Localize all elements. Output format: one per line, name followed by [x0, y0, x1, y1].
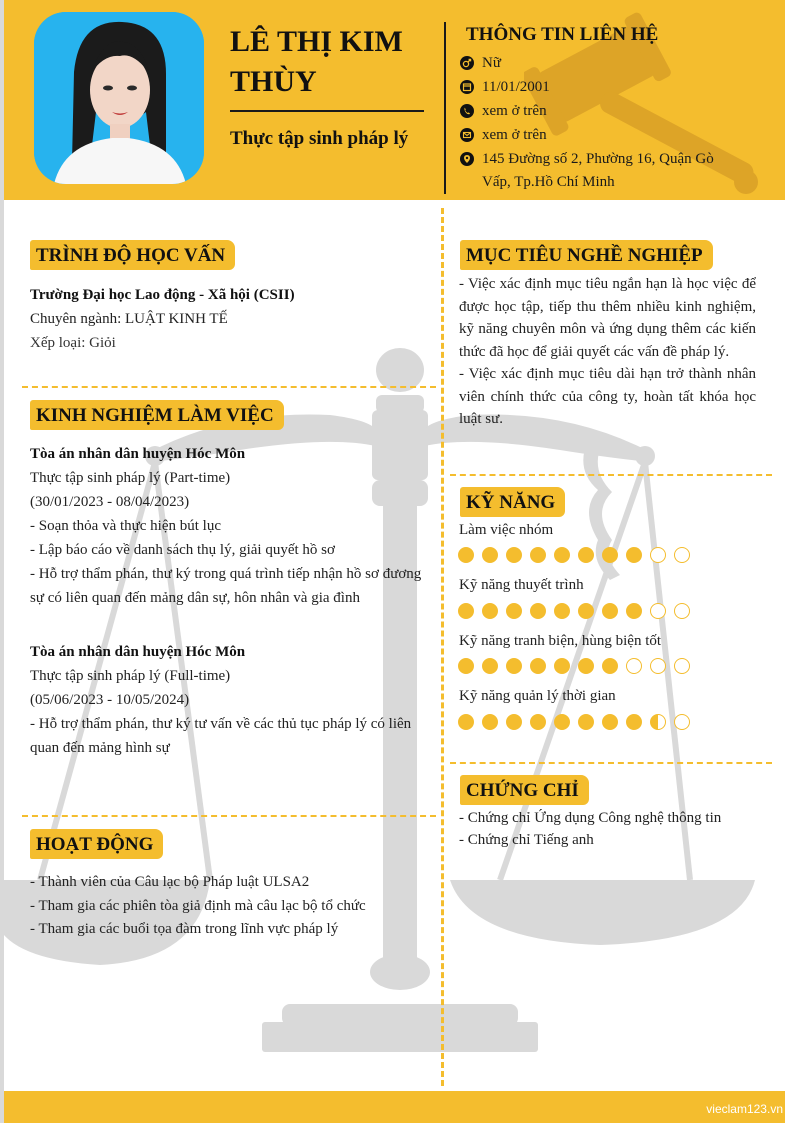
skill-rating-dot: [578, 714, 594, 730]
skill-rating-dot: [506, 603, 522, 619]
skill-rating-dot: [458, 714, 474, 730]
skill-rating-dot: [674, 547, 690, 563]
avatar: [34, 12, 204, 184]
skill-rating-dot: [458, 658, 474, 674]
skill-rating-dot: [626, 658, 642, 674]
job-2-period: (05/06/2023 - 10/05/2024): [30, 692, 190, 708]
skill-rating-dot: [482, 603, 498, 619]
skill-rating-dot: [650, 547, 666, 563]
skill-rating-dot: [458, 603, 474, 619]
job-1-role: Thực tập sinh pháp lý (Part-time): [30, 470, 231, 486]
skill-rating-dot: [674, 603, 690, 619]
contact-gender: [460, 52, 730, 75]
skill-rating-dot: [482, 547, 498, 563]
education-major: Chuyên ngành: LUẬT KINH TẾ: [30, 311, 228, 327]
job-1-period: (30/01/2023 - 08/04/2023): [30, 494, 190, 510]
phone-icon: [460, 104, 474, 118]
column-divider: [441, 208, 444, 1086]
skill-rating-dot: [602, 547, 618, 563]
contact-email: [460, 124, 730, 147]
skill-rating-dot: [650, 603, 666, 619]
contact-gender-value: Nữ: [482, 55, 501, 71]
divider-skills-certificates: [450, 762, 772, 764]
skill-rating-dot: [530, 658, 546, 674]
contact-birthday-value: 11/01/2001: [482, 79, 550, 95]
skill-2-rating: [458, 603, 698, 619]
skill-rating-dot: [482, 714, 498, 730]
skill-rating-dot: [626, 714, 642, 730]
contact-address: [460, 148, 730, 194]
education-school: Trường Đại học Lao động - Xã hội (CSII): [30, 287, 295, 303]
job-1-duty-3: - Hỗ trợ thẩm phán, thư ký trong quá trình tiếp nhận hồ sơ đương sự có liên quan đến mảng dân sự, hôn nhân và gia đình: [30, 566, 422, 606]
objective-short-term: - Việc xác định mục tiêu ngắn hạn là học việc để được học tập, tiếp thu thêm nhiều kinh nghiệm, kỹ năng chuyên môn và ứng dụng thêm các kiến thức đã học để giải quyết các vấn đề pháp lý.: [459, 276, 756, 360]
skill-rating-dot: [602, 658, 618, 674]
skill-rating-dot: [554, 658, 570, 674]
certificate-item-2: - Chứng chỉ Tiếng anh: [459, 832, 594, 848]
name-line-1: LÊ THỊ KIM: [230, 25, 403, 58]
activities-list: [30, 871, 430, 942]
job-1-duty-2: - Lập báo cáo về danh sách thụ lý, giải quyết hồ sơ: [30, 542, 335, 558]
skill-rating-dot: [482, 658, 498, 674]
name-line-2: THÙY: [230, 65, 317, 98]
contact-phone-value: xem ở trên: [482, 103, 547, 119]
job-2-organization: Tòa án nhân dân huyện Hóc Môn: [30, 644, 246, 660]
activity-item-3: - Tham gia các buổi tọa đàm trong lĩnh vực pháp lý: [30, 921, 339, 937]
header-banner: [4, 0, 785, 200]
education-block: [30, 283, 430, 355]
skill-rating-dot: [506, 658, 522, 674]
education-grade: Xếp loại: Giỏi: [30, 335, 116, 351]
skills-heading: KỸ NĂNG: [460, 487, 565, 517]
skill-rating-dot: [578, 658, 594, 674]
divider-education-experience: [22, 386, 436, 388]
experience-job-1: [30, 442, 426, 610]
skill-rating-dot: [530, 547, 546, 563]
gender-icon: [460, 56, 474, 70]
job-2-role: Thực tập sinh pháp lý (Full-time): [30, 668, 231, 684]
divider-experience-activities: [22, 815, 436, 817]
skill-2-name: Kỹ năng thuyết trình: [459, 577, 584, 593]
divider-objective-skills: [450, 474, 772, 476]
experience-job-2: [30, 640, 426, 760]
skill-1-rating: [458, 547, 698, 563]
skill-4-name: Kỹ năng quản lý thời gian: [459, 688, 616, 704]
activity-item-1: - Thành viên của Câu lạc bộ Pháp luật ULSA2: [30, 874, 310, 890]
skill-rating-dot: [674, 658, 690, 674]
activity-item-2: - Tham gia các phiên tòa giả định mà câu lạc bộ tổ chức: [30, 897, 366, 914]
certificate-item-1: - Chứng chỉ Ứng dụng Công nghệ thông tin: [459, 810, 722, 826]
skill-rating-dot: [602, 603, 618, 619]
skill-rating-dot: [530, 714, 546, 730]
contact-list: [460, 52, 730, 195]
skill-rating-dot: [506, 547, 522, 563]
name-divider: [230, 110, 424, 112]
skill-rating-dot: [554, 603, 570, 619]
objective-long-term: - Việc xác định mục tiêu dài hạn trở thành nhân viên chính thức của công ty, hoàn tất khóa học luật sư.: [459, 366, 756, 427]
skill-rating-dot: [602, 714, 618, 730]
job-1-organization: Tòa án nhân dân huyện Hóc Môn: [30, 446, 246, 462]
activities-heading: HOẠT ĐỘNG: [30, 829, 163, 859]
contact-address-value: 145 Đường số 2, Phường 16, Quận Gò Vấp, Tp.Hồ Chí Minh: [482, 151, 714, 190]
skill-rating-dot: [626, 603, 642, 619]
skill-4-rating: [458, 714, 698, 730]
contact-birthday: [460, 76, 730, 99]
skill-3-rating: [458, 658, 698, 674]
skill-rating-dot: [650, 714, 666, 730]
skill-rating-dot: [506, 714, 522, 730]
calendar-icon: [460, 80, 474, 94]
contact-email-value: xem ở trên: [482, 127, 547, 143]
skill-rating-dot: [554, 714, 570, 730]
job-1-duty-1: - Soạn thỏa và thực hiện bút lục: [30, 518, 222, 534]
skill-rating-dot: [458, 547, 474, 563]
objective-heading: MỤC TIÊU NGHỀ NGHIỆP: [460, 240, 713, 270]
certificates-heading: CHỨNG CHỈ: [460, 775, 589, 805]
skill-rating-dot: [578, 603, 594, 619]
skill-1-name: Làm việc nhóm: [459, 522, 554, 538]
footer-brand: vieclam123.vn: [706, 1102, 783, 1116]
profile-photo: [34, 12, 204, 184]
full-name: [230, 22, 430, 102]
skill-rating-dot: [578, 547, 594, 563]
education-heading: TRÌNH ĐỘ HỌC VẤN: [30, 240, 235, 270]
job-title: Thực tập sinh pháp lý: [230, 128, 409, 149]
header-divider: [444, 22, 446, 194]
location-icon: [460, 152, 474, 166]
experience-heading: KINH NGHIỆM LÀM VIỆC: [30, 400, 284, 430]
skill-rating-dot: [674, 714, 690, 730]
skill-rating-dot: [650, 658, 666, 674]
email-icon: [460, 128, 474, 142]
skill-rating-dot: [554, 547, 570, 563]
contact-phone: [460, 100, 730, 123]
skill-rating-dot: [530, 603, 546, 619]
certificates-list: [459, 807, 759, 851]
footer-bar: [4, 1091, 785, 1123]
job-2-duty-1: - Hỗ trợ thẩm phán, thư ký tư vấn về các thủ tục pháp lý có liên quan đến mảng hình sự: [30, 716, 412, 756]
skill-rating-dot: [626, 547, 642, 563]
contact-heading: THÔNG TIN LIÊN HỆ: [466, 24, 659, 45]
skill-3-name: Kỹ năng tranh biện, hùng biện tốt: [459, 633, 662, 649]
objective-block: [459, 273, 756, 431]
